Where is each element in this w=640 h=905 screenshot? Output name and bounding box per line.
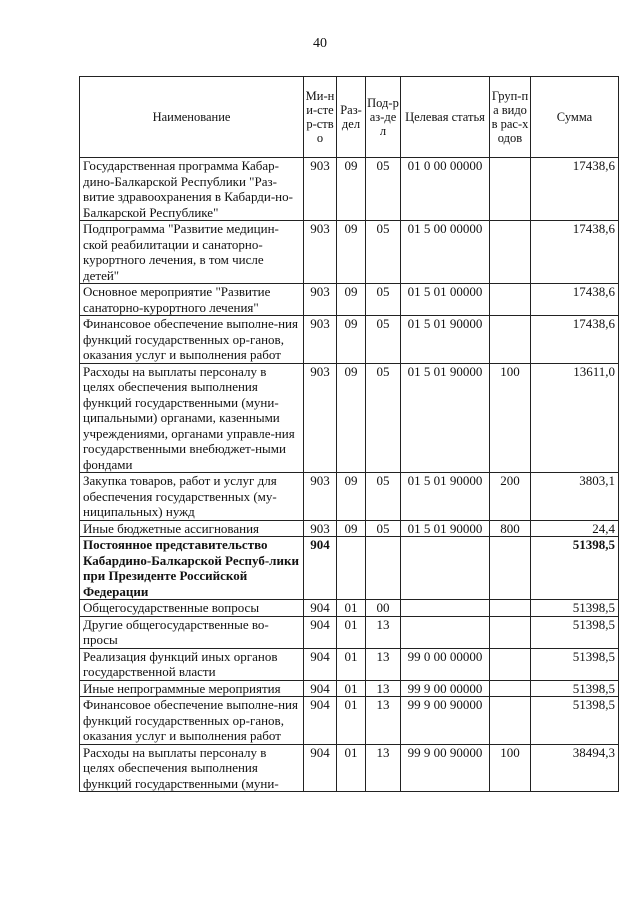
table-header-row	[80, 77, 619, 158]
row-sum: 51398,5	[531, 600, 619, 617]
table-row	[80, 697, 619, 745]
row-group	[490, 284, 531, 316]
table-row	[80, 284, 619, 316]
row-group	[490, 680, 531, 697]
row-section: 09	[337, 473, 366, 521]
row-sum: 3803,1	[531, 473, 619, 521]
row-sum: 51398,5	[531, 616, 619, 648]
row-ministry: 903	[304, 284, 337, 316]
table-row	[80, 158, 619, 221]
row-target: 01 5 01 90000	[401, 473, 490, 521]
row-subsection: 05	[366, 316, 401, 364]
row-target: 01 5 00 00000	[401, 221, 490, 284]
row-ministry: 904	[304, 648, 337, 680]
row-target: 99 9 00 90000	[401, 744, 490, 792]
col-header-subsection: Под-раз-дел	[366, 77, 401, 158]
row-name: Другие общегосударственные во-просы	[80, 616, 304, 648]
row-ministry: 904	[304, 537, 337, 600]
table-body	[80, 158, 619, 792]
row-group	[490, 158, 531, 221]
row-group	[490, 616, 531, 648]
row-section: 01	[337, 697, 366, 745]
row-name: Общегосударственные вопросы	[80, 600, 304, 617]
row-name: Подпрограмма "Развитие медицин-ской реабилитации и санаторно-курортного лечения, в том числе детей"	[80, 221, 304, 284]
row-group	[490, 537, 531, 600]
row-subsection: 00	[366, 600, 401, 617]
row-subsection	[366, 537, 401, 600]
row-name: Реализация функций иных органов государственной власти	[80, 648, 304, 680]
row-ministry: 904	[304, 616, 337, 648]
row-name: Основное мероприятие "Развитие санаторно-курортного лечения"	[80, 284, 304, 316]
row-group	[490, 600, 531, 617]
row-target	[401, 616, 490, 648]
row-subsection: 13	[366, 616, 401, 648]
row-ministry: 904	[304, 680, 337, 697]
table-row	[80, 473, 619, 521]
row-sum: 51398,5	[531, 697, 619, 745]
row-section: 09	[337, 363, 366, 473]
row-section: 09	[337, 221, 366, 284]
row-section: 09	[337, 284, 366, 316]
row-subsection: 05	[366, 158, 401, 221]
row-target	[401, 600, 490, 617]
row-sum: 17438,6	[531, 284, 619, 316]
row-sum: 38494,3	[531, 744, 619, 792]
row-target: 99 9 00 90000	[401, 697, 490, 745]
row-target: 01 5 01 90000	[401, 520, 490, 537]
row-group	[490, 697, 531, 745]
row-sum: 17438,6	[531, 158, 619, 221]
col-header-ministry: Ми-ни-стер-ство	[304, 77, 337, 158]
row-name: Постоянное представительство Кабардино-Балкарской Респуб-лики при Президенте Российской Федерации	[80, 537, 304, 600]
row-section: 01	[337, 680, 366, 697]
row-subsection: 05	[366, 520, 401, 537]
page-number: 40	[313, 36, 327, 51]
row-sum: 13611,0	[531, 363, 619, 473]
col-header-sum: Сумма	[531, 77, 619, 158]
row-subsection: 05	[366, 284, 401, 316]
row-name: Расходы на выплаты персоналу в целях обеспечения выполнения функций государственными (муни-ципальными) органами, казенными учреждениями, органами управле-ния государственными внебюджет-ными фондами	[80, 363, 304, 473]
row-name: Иные бюджетные ассигнования	[80, 520, 304, 537]
row-ministry: 903	[304, 363, 337, 473]
row-sum: 51398,5	[531, 680, 619, 697]
col-header-target: Целевая статья	[401, 77, 490, 158]
row-name: Государственная программа Кабар-дино-Балкарской Республики "Раз-витие здравоохранения в Кабарди-но-Балкарской Республике"	[80, 158, 304, 221]
row-section: 01	[337, 744, 366, 792]
row-ministry: 904	[304, 697, 337, 745]
col-header-group: Груп-па видов рас-ходов	[490, 77, 531, 158]
row-target: 99 9 00 00000	[401, 680, 490, 697]
col-header-name: Наименование	[80, 77, 304, 158]
row-ministry: 904	[304, 600, 337, 617]
row-group: 200	[490, 473, 531, 521]
row-sum: 17438,6	[531, 221, 619, 284]
table-row	[80, 744, 619, 792]
row-subsection: 13	[366, 680, 401, 697]
row-name: Иные непрограммные мероприятия	[80, 680, 304, 697]
row-section: 01	[337, 600, 366, 617]
row-subsection: 05	[366, 473, 401, 521]
row-name: Расходы на выплаты персоналу в целях обеспечения выполнения функций государственными (муни-	[80, 744, 304, 792]
row-group	[490, 221, 531, 284]
row-ministry: 904	[304, 744, 337, 792]
row-sum: 51398,5	[531, 537, 619, 600]
table-row	[80, 600, 619, 617]
row-sum: 24,4	[531, 520, 619, 537]
row-ministry: 903	[304, 221, 337, 284]
row-section: 09	[337, 316, 366, 364]
row-subsection: 13	[366, 648, 401, 680]
row-ministry: 903	[304, 520, 337, 537]
row-target: 01 5 01 00000	[401, 284, 490, 316]
row-group: 100	[490, 744, 531, 792]
row-name: Финансовое обеспечение выполне-ния функций государственных ор-ганов, оказания услуг и выполнения работ	[80, 697, 304, 745]
row-section: 01	[337, 616, 366, 648]
table-row	[80, 616, 619, 648]
row-target: 01 0 00 00000	[401, 158, 490, 221]
row-target: 99 0 00 00000	[401, 648, 490, 680]
table-row	[80, 520, 619, 537]
row-group: 800	[490, 520, 531, 537]
row-group	[490, 648, 531, 680]
row-section: 09	[337, 520, 366, 537]
table-row	[80, 316, 619, 364]
row-target: 01 5 01 90000	[401, 363, 490, 473]
row-ministry: 903	[304, 316, 337, 364]
row-ministry: 903	[304, 473, 337, 521]
row-name: Финансовое обеспечение выполне-ния функций государственных ор-ганов, оказания услуг и выполнения работ	[80, 316, 304, 364]
row-target	[401, 537, 490, 600]
row-subsection: 13	[366, 697, 401, 745]
row-sum: 51398,5	[531, 648, 619, 680]
col-header-section: Раз-дел	[337, 77, 366, 158]
table-row	[80, 221, 619, 284]
row-name: Закупка товаров, работ и услуг для обеспечения государственных (му-ниципальных) нужд	[80, 473, 304, 521]
table-row	[80, 537, 619, 600]
row-group: 100	[490, 363, 531, 473]
row-subsection: 13	[366, 744, 401, 792]
row-section: 09	[337, 158, 366, 221]
row-section	[337, 537, 366, 600]
row-group	[490, 316, 531, 364]
table-row	[80, 648, 619, 680]
row-sum: 17438,6	[531, 316, 619, 364]
table-row	[80, 680, 619, 697]
row-section: 01	[337, 648, 366, 680]
row-subsection: 05	[366, 221, 401, 284]
budget-table	[79, 76, 619, 792]
table-row	[80, 363, 619, 473]
row-subsection: 05	[366, 363, 401, 473]
row-ministry: 903	[304, 158, 337, 221]
row-target: 01 5 01 90000	[401, 316, 490, 364]
